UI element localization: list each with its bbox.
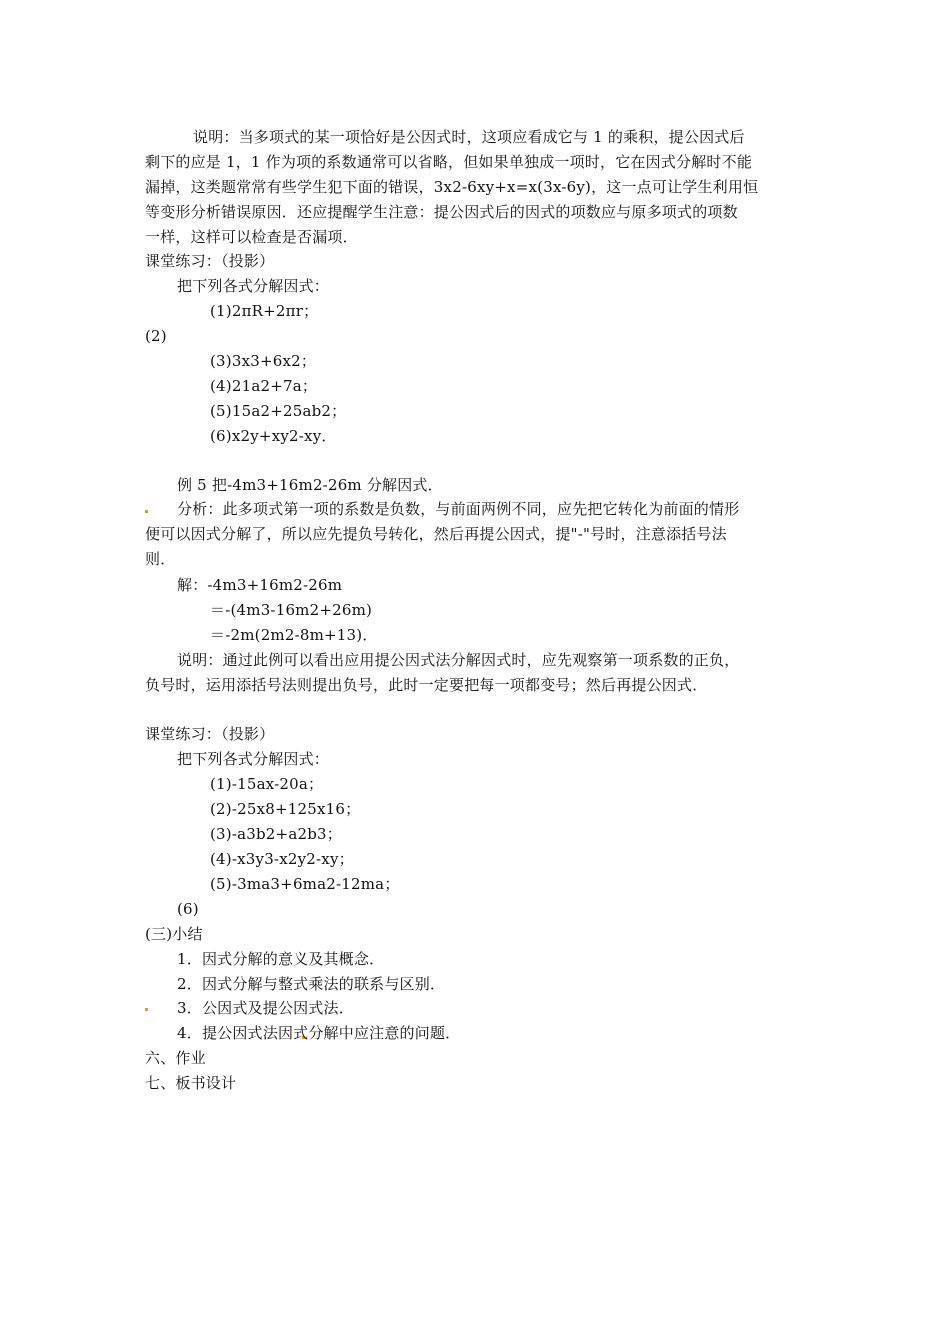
practice-item: (4)21a2+7a；: [210, 377, 318, 395]
practice-instruction: 把下列各式分解因式：: [177, 277, 330, 295]
solution-line-3: ＝-2m(2m2-8m+13)．: [210, 626, 378, 644]
practice-item: (1)2πR+2πr；: [210, 302, 319, 320]
practice-item: (2)-25x8+125x16；: [210, 800, 361, 818]
solution-line-2: ＝-(4m3-16m2+26m): [210, 601, 373, 619]
practice-item: (5)15a2+25ab2；: [210, 402, 347, 420]
marker-dot: [145, 1008, 148, 1011]
analysis-line-3: 则．: [145, 550, 176, 568]
note-line-5: 一样，这样可以检查是否漏项．: [145, 228, 358, 246]
summary-item: 4．提公因式法因式分解中应注意的问题．: [177, 1024, 461, 1042]
practice-item: (3)-a3b2+a2b3；: [210, 825, 342, 843]
practice-item: (1)-15ax-20a；: [210, 775, 324, 793]
practice-item: (6): [177, 900, 199, 918]
explanation-line-1: 说明：通过此例可以看出应用提公因式法分解因式时，应先观察第一项系数的正负，: [177, 651, 740, 669]
summary-item: 2．因式分解与整式乘法的联系与区别．: [177, 975, 446, 993]
practice-heading: 课堂练习：（投影）: [145, 725, 275, 743]
section-homework: 六、作业: [145, 1049, 206, 1067]
note-line-2: 剩下的应是 1，1 作为项的系数通常可以省略，但如果单独成一项时，它在因式分解时不能: [145, 153, 753, 171]
summary-item: 3．公因式及提公因式法．: [177, 999, 354, 1017]
summary-item: 1．因式分解的意义及其概念．: [177, 950, 385, 968]
analysis-line-1: 分析：此多项式第一项的系数是负数，与前面两例不同，应先把它转化为前面的情形: [177, 500, 740, 518]
practice-heading: 课堂练习：（投影）: [145, 252, 275, 270]
practice-item: (2): [145, 327, 167, 345]
note-line-4: 等变形分析错误原因．还应提醒学生注意：提公因式后的因式的项数应与原多项式的项数: [145, 203, 738, 221]
analysis-line-2: 便可以因式分解了，所以应先提负号转化，然后再提公因式，提"-"号时，注意添括号法: [145, 525, 727, 543]
section-board-design: 七、板书设计: [145, 1074, 237, 1092]
note-line-1: 说明：当多项式的某一项恰好是公因式时，这项应看成它与 1 的乘积，提公因式后: [193, 128, 745, 146]
practice-item: (6)x2y+xy2-xy．: [210, 427, 337, 445]
practice-item: (5)-3ma3+6ma2-12ma；: [210, 875, 400, 893]
explanation-line-2: 负号时，运用添括号法则提出负号，此时一定要把每一项都变号；然后再提公因式．: [145, 676, 708, 694]
summary-heading: (三)小结: [145, 925, 203, 943]
practice-item: (4)-x3y3-x2y2-xy；: [210, 850, 354, 868]
marker-dot: [145, 510, 148, 513]
practice-instruction: 把下列各式分解因式：: [177, 750, 330, 768]
solution-line-1: 解：-4m3+16m2-26m: [177, 576, 343, 594]
practice-item: (3)3x3+6x2；: [210, 352, 317, 370]
example-title: 例 5 把-4m3+16m2-26m 分解因式．: [177, 476, 443, 494]
note-line-3: 漏掉，这类题常常有些学生犯下面的错误，3x2-6xy+x=x(3x-6y)，这一点可让学生利用恒: [145, 178, 759, 196]
